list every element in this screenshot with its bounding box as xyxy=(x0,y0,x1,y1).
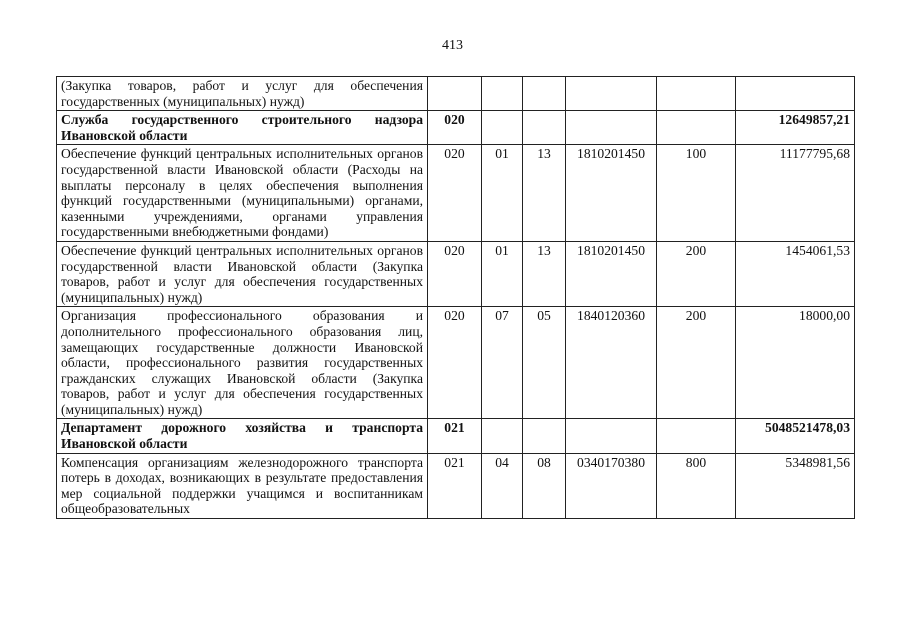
expense-type-cell: 200 xyxy=(657,241,736,306)
subsection-cell: 13 xyxy=(523,241,566,306)
row-name-cell: Департамент дорожного хозяйства и транспорта Ивановской области xyxy=(57,419,428,453)
subsection-cell xyxy=(523,419,566,453)
table-row xyxy=(57,453,855,518)
table-row xyxy=(57,241,855,306)
amount-cell: 12649857,21 xyxy=(736,111,855,145)
section-cell: 01 xyxy=(482,145,523,242)
amount-cell: 11177795,68 xyxy=(736,145,855,242)
row-name-cell: Обеспечение функций центральных исполнительных органов государственной власти Ивановской области (Закупка товаров, работ и услуг для обеспечения государственных (муниципальных) нужд) xyxy=(57,241,428,306)
budget-table xyxy=(56,76,855,519)
glava-cell: 020 xyxy=(428,241,482,306)
section-cell: 04 xyxy=(482,453,523,518)
section-cell xyxy=(482,419,523,453)
expense-type-cell xyxy=(657,111,736,145)
amount-cell xyxy=(736,77,855,111)
expense-type-cell: 800 xyxy=(657,453,736,518)
target-article-cell: 0340170380 xyxy=(566,453,657,518)
amount-cell: 18000,00 xyxy=(736,307,855,419)
target-article-cell xyxy=(566,77,657,111)
expense-type-cell: 100 xyxy=(657,145,736,242)
glava-cell: 020 xyxy=(428,145,482,242)
glava-cell xyxy=(428,77,482,111)
subsection-cell xyxy=(523,111,566,145)
glava-cell: 020 xyxy=(428,307,482,419)
amount-cell: 5348981,56 xyxy=(736,453,855,518)
section-cell: 01 xyxy=(482,241,523,306)
subsection-cell: 13 xyxy=(523,145,566,242)
expense-type-cell xyxy=(657,77,736,111)
amount-cell: 1454061,53 xyxy=(736,241,855,306)
table-row xyxy=(57,145,855,242)
expense-type-cell xyxy=(657,419,736,453)
table-row xyxy=(57,77,855,111)
amount-cell: 5048521478,03 xyxy=(736,419,855,453)
subsection-cell: 05 xyxy=(523,307,566,419)
expense-type-cell: 200 xyxy=(657,307,736,419)
row-name-cell: Обеспечение функций центральных исполнительных органов государственной власти Ивановской области (Расходы на выплаты персоналу в целях обеспечения выполнения функций государственными (муниципальными) органами, казенными учреждениями, органами управления государственными внебюджетными фондами) xyxy=(57,145,428,242)
section-cell xyxy=(482,77,523,111)
target-article-cell: 1840120360 xyxy=(566,307,657,419)
table-row xyxy=(57,111,855,145)
table-row xyxy=(57,419,855,453)
row-name-cell: Служба государственного строительного надзора Ивановской области xyxy=(57,111,428,145)
subsection-cell xyxy=(523,77,566,111)
target-article-cell xyxy=(566,111,657,145)
subsection-cell: 08 xyxy=(523,453,566,518)
section-cell: 07 xyxy=(482,307,523,419)
budget-table-body xyxy=(57,77,855,519)
row-name-cell: Компенсация организациям железнодорожного транспорта потерь в доходах, возникающих в результате предоставления мер социальной поддержки учащимся и воспитанникам общеобразовательных xyxy=(57,453,428,518)
glava-cell: 021 xyxy=(428,419,482,453)
page-number: 413 xyxy=(442,38,463,53)
row-name-cell: Организация профессионального образования и дополнительного профессионального образования лиц, замещающих государственные должности Ивановской области, профессионального развития государственных гражданских служащих Ивановской области (Закупка товаров, работ и услуг для обеспечения государственных (муниципальных) нужд) xyxy=(57,307,428,419)
row-name-cell: (Закупка товаров, работ и услуг для обеспечения государственных (муниципальных) нужд) xyxy=(57,77,428,111)
target-article-cell xyxy=(566,419,657,453)
glava-cell: 021 xyxy=(428,453,482,518)
target-article-cell: 1810201450 xyxy=(566,241,657,306)
table-row xyxy=(57,307,855,419)
target-article-cell: 1810201450 xyxy=(566,145,657,242)
glava-cell: 020 xyxy=(428,111,482,145)
section-cell xyxy=(482,111,523,145)
